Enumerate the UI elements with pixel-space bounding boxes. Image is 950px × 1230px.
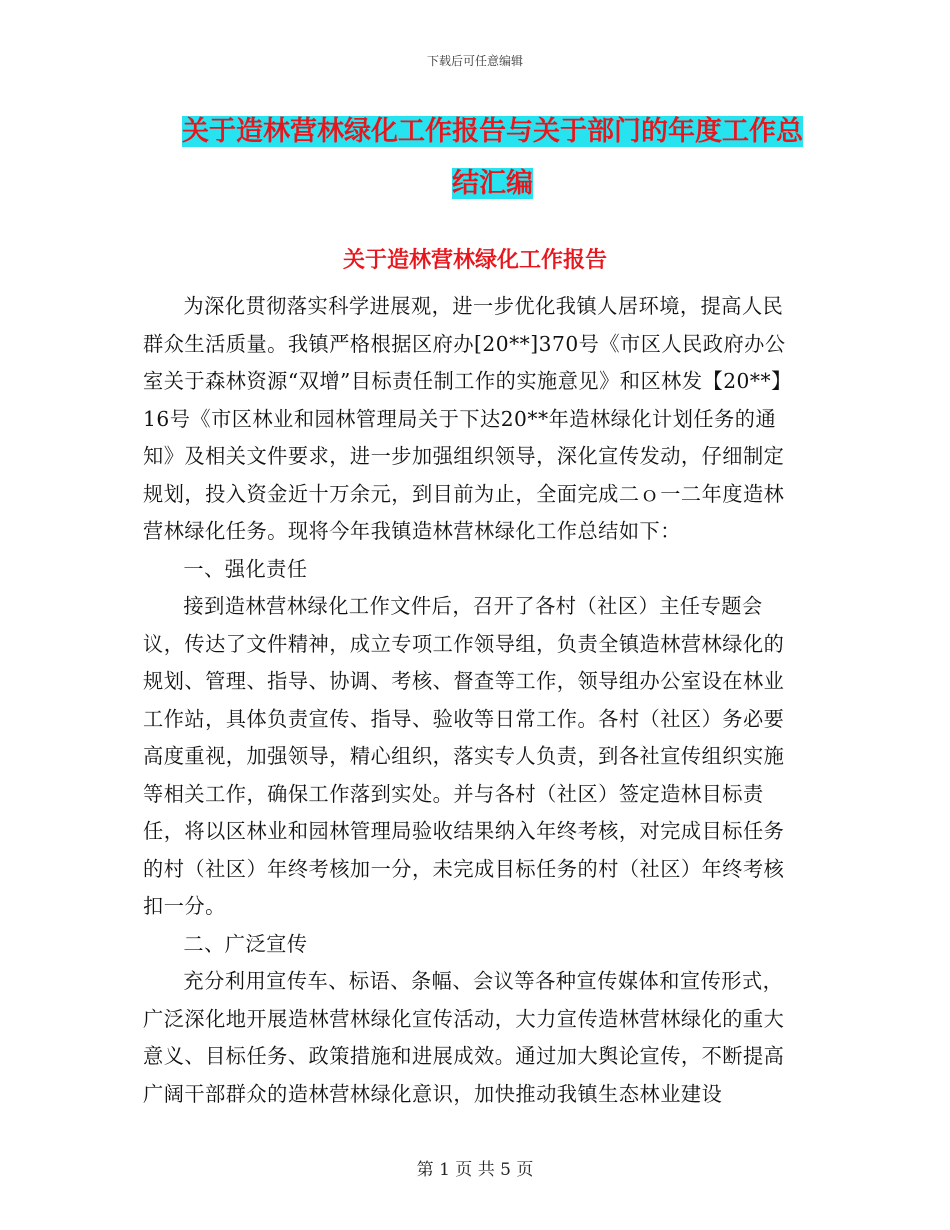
- section-title: 关于造林营林绿化工作报告: [342, 248, 607, 273]
- paragraph: 接到造林营林绿化工作文件后，召开了各村（社区）主任专题会议，传达了文件精神，成立专项工作领导组，负责全镇造林营林绿化的规划、管理、指导、协调、考核、督查等工作，领导组办公室设在林业工作站，具体负责宣传、指导、验收等日常工作。各村（社区）务必要高度重视，加强领导，精心组织，落实专人负责，到各社宣传组织实施等相关工作，确保工作落到实处。并与各村（社区）签定造林目标责任，将以区林业和园林管理局验收结果纳入年终考核，对完成目标任务的村（社区）年终考核加一分，未完成目标任务的村（社区）年终考核扣一分。: [143, 594, 785, 918]
- section-heading: 一、强化责任: [183, 556, 308, 581]
- section-heading: 二、广泛宣传: [183, 931, 308, 956]
- paragraph: 为深化贯彻落实科学进展观，进一步优化我镇人居环境，提高人民群众生活质量。我镇严格根据区府办[20**]370号《市区人民政府办公室关于森林资源“双增”目标责任制工作的实施意见》和区林发【20**】16号《市区林业和园林管理局关于下达20**年造林绿化计划任务的通知》及相关文件要求，进一步加强组织领导，深化宣传发动，仔细制定规划，投入资金近十万余元，到目前为止，全面完成二ｏ一二年度造林营林绿化任务。现将今年我镇造林营林绿化工作总结如下：: [143, 294, 792, 543]
- page-number: 第 1 页 共 5 页: [416, 1160, 534, 1180]
- document-title-text: 关于造林营林绿化工作报告与关于部门的年度工作总结汇编: [182, 116, 803, 199]
- paragraph: 充分利用宣传车、标语、条幅、会议等各种宣传媒体和宣传形式，广泛深化地开展造林营林绿化宣传活动，大力宣传造林营林绿化的重大意义、目标任务、政策措施和进展成效。通过加大舆论宣传，不断提高广阔干部群众的造林营林绿化意识，加快推动我镇生态林业建设: [143, 969, 785, 1106]
- page-header-note: 下载后可任意编辑: [426, 54, 523, 68]
- document-body: [143, 288, 803, 1113]
- document-title: [180, 106, 805, 210]
